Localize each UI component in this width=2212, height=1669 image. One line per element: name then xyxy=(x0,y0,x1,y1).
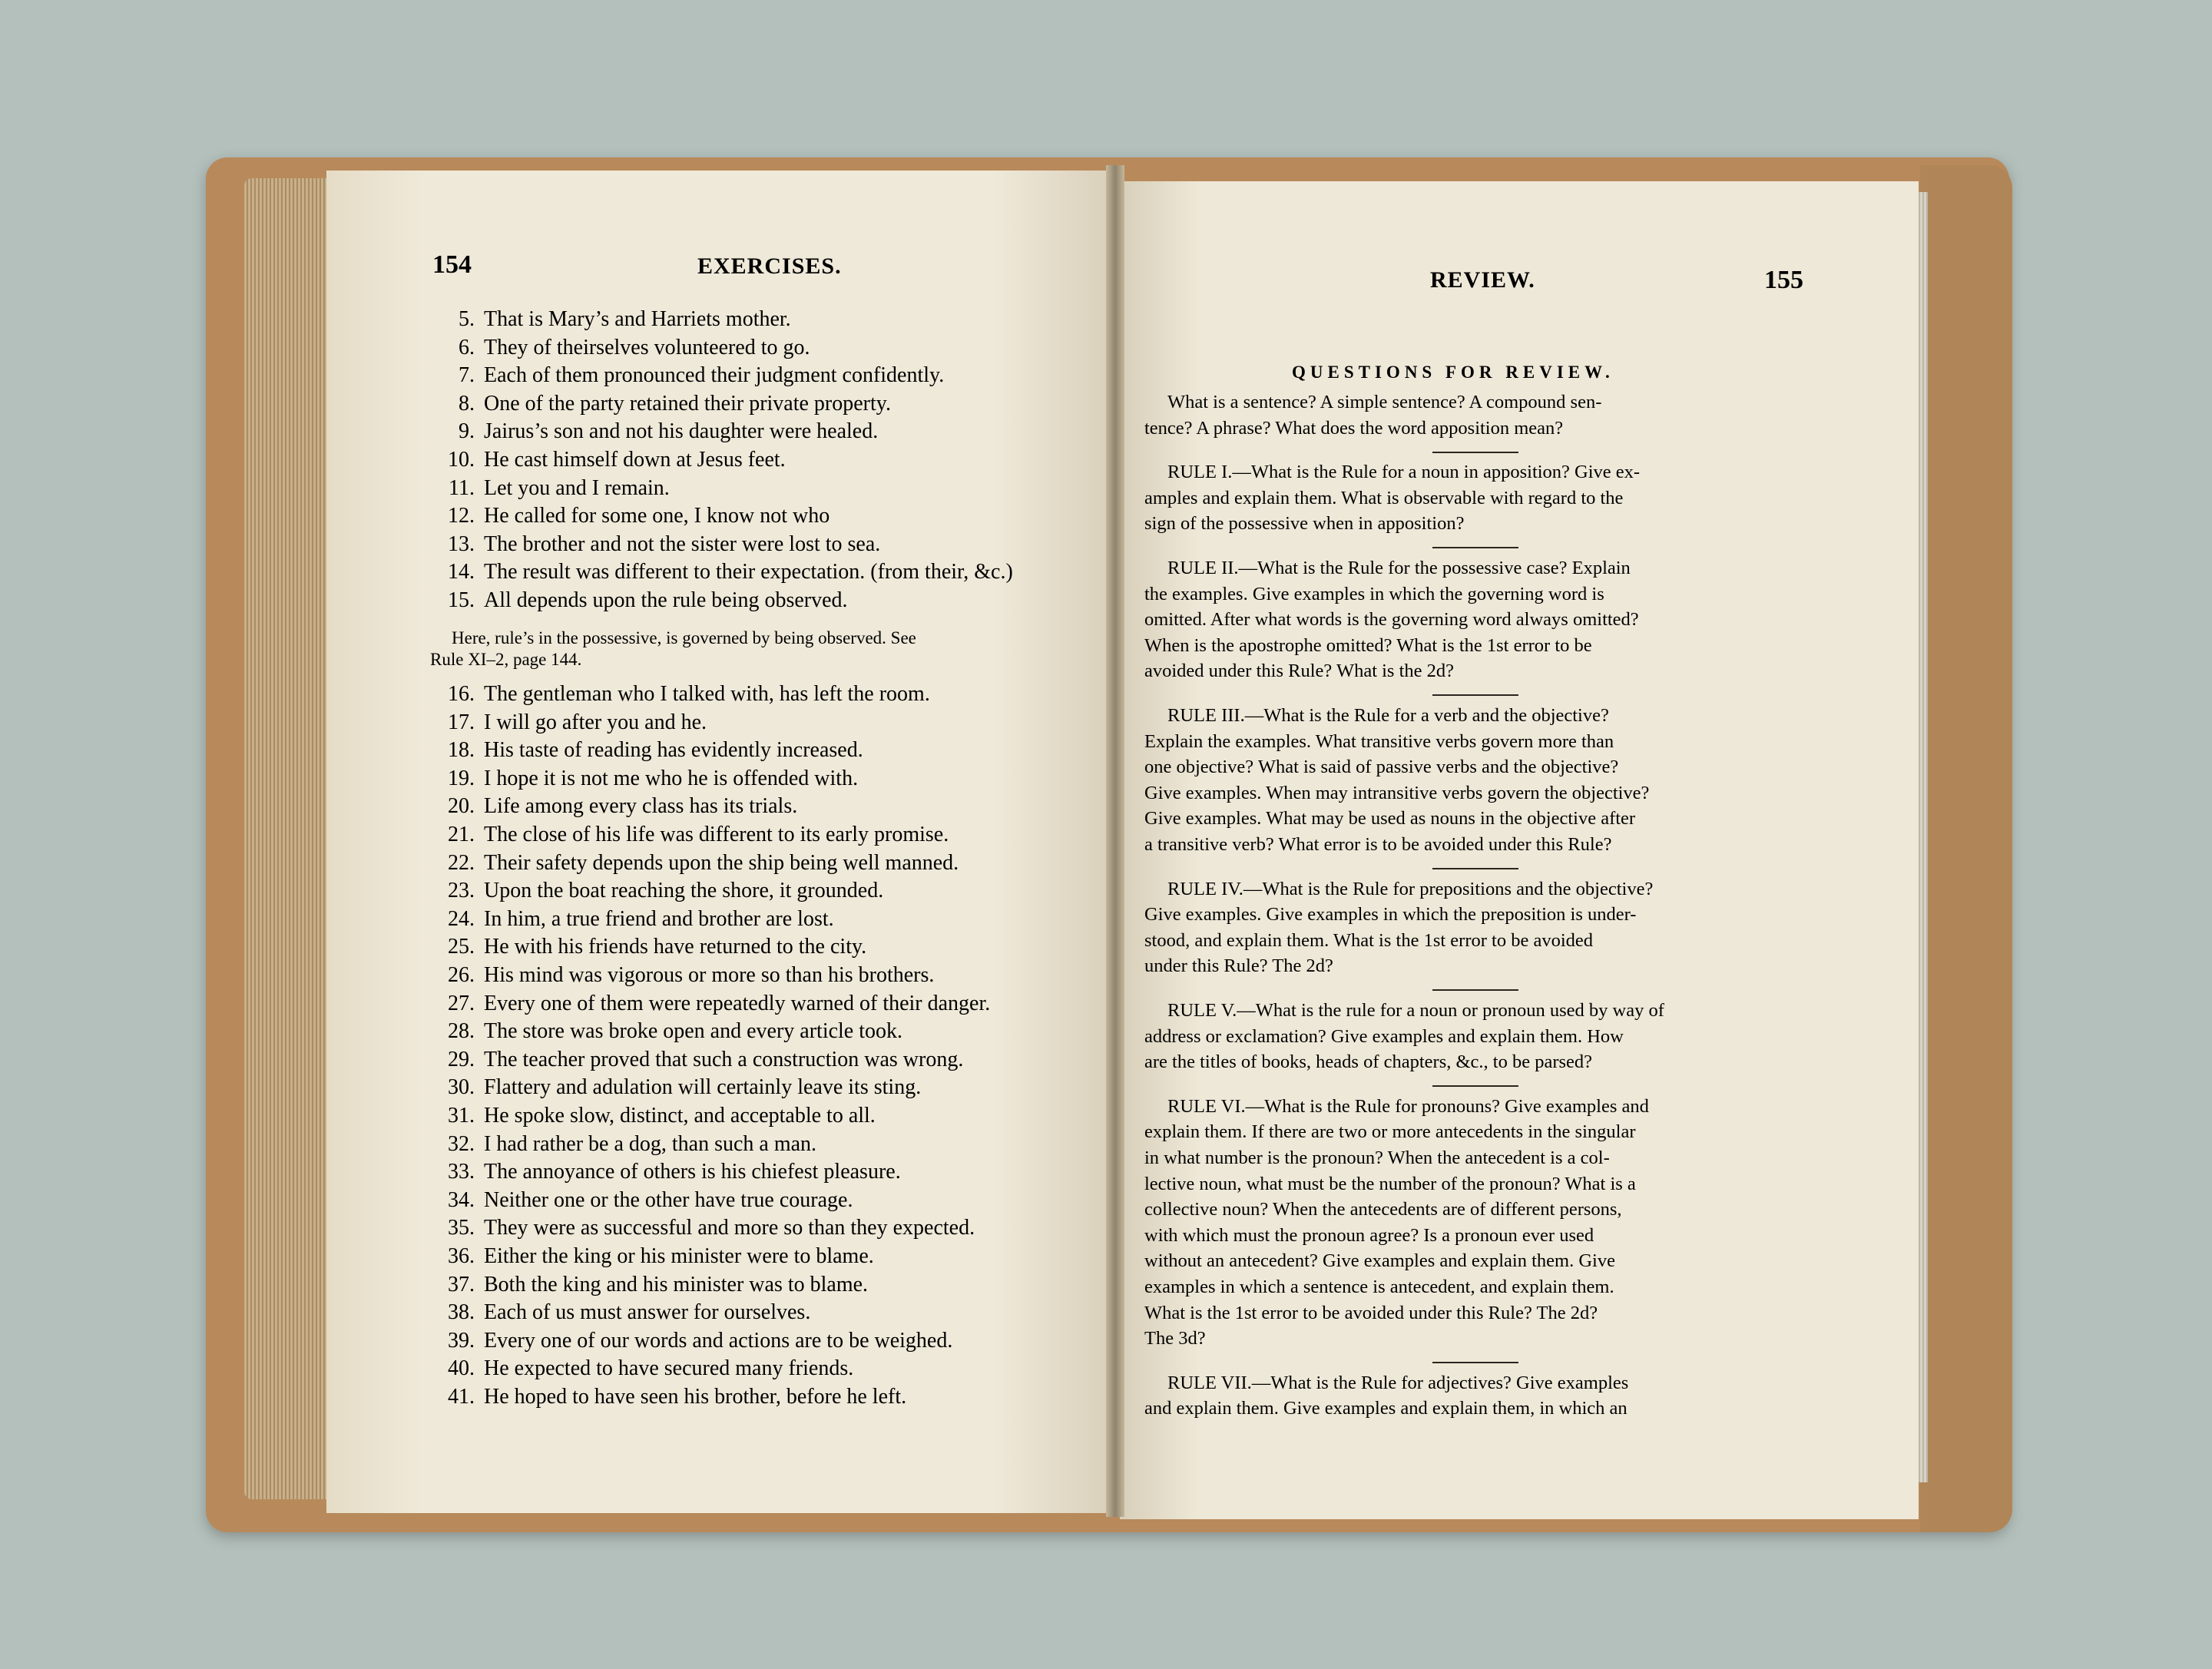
exercise-number: 27. xyxy=(448,991,475,1015)
review-question-line: Give examples. When may intransitive verbs govern the objective? xyxy=(1144,782,1650,803)
exercise-number: 35. xyxy=(448,1216,475,1240)
exercise-text: The result was different to their expectation. (from their, &c.) xyxy=(484,560,1013,584)
exercise-text: Each of us must answer for ourselves. xyxy=(484,1300,811,1325)
exercise-number: 25. xyxy=(448,935,475,959)
exercise-text: Their safety depends upon the ship being well manned. xyxy=(484,850,959,875)
exercise-item xyxy=(430,710,707,735)
exercise-text: One of the party retained their private property. xyxy=(484,391,891,416)
exercise-item xyxy=(430,963,934,988)
exercise-item xyxy=(430,1019,902,1044)
review-question-line: The 3d? xyxy=(1144,1328,1206,1349)
exercise-item xyxy=(430,1075,921,1100)
exercise-item xyxy=(430,794,797,819)
exercise-text: All depends upon the rule being observed. xyxy=(484,588,848,612)
exercise-item xyxy=(430,1244,874,1269)
exercise-text: He with his friends have returned to the city. xyxy=(484,935,867,959)
exercise-item xyxy=(430,992,990,1016)
exercise-item xyxy=(430,851,959,876)
book-cover-right-edge xyxy=(1920,165,2012,1532)
section-divider xyxy=(1432,989,1518,991)
left-page-header: EXERCISES. xyxy=(697,253,842,279)
exercise-number: 29. xyxy=(448,1047,475,1071)
exercise-number: 21. xyxy=(448,823,475,846)
exercise-number: 33. xyxy=(448,1160,475,1184)
exercise-number: 23. xyxy=(448,879,475,903)
exercise-number: 19. xyxy=(448,766,475,790)
review-question-line: Explain the examples. What transitive verbs govern more than xyxy=(1144,730,1614,752)
exercise-number: 36. xyxy=(448,1244,475,1268)
exercise-number: 22. xyxy=(448,850,475,875)
exercise-number: 11. xyxy=(449,475,475,500)
exercise-text: Upon the boat reaching the shore, it grounded. xyxy=(484,879,884,903)
exercise-number: 30. xyxy=(448,1075,475,1100)
exercise-item xyxy=(430,1104,876,1128)
book-gutter xyxy=(1106,165,1124,1517)
right-page-number: 155 xyxy=(1764,266,1803,294)
exercise-item xyxy=(430,1188,853,1213)
section-divider xyxy=(1432,694,1518,696)
exercise-text: The store was broke open and every article took. xyxy=(484,1019,903,1044)
exercise-text: Every one of them were repeatedly warned of their danger. xyxy=(484,991,991,1015)
review-question-line: examples in which a sentence is antecedent, and explain them. xyxy=(1144,1277,1614,1297)
exercise-text: Let you and I remain. xyxy=(484,475,670,500)
exercise-number: 31. xyxy=(448,1104,475,1128)
exercise-text: I had rather be a dog, than such a man. xyxy=(484,1131,817,1156)
exercise-number: 34. xyxy=(448,1187,475,1212)
exercise-text: The brother and not the sister were lost to sea. xyxy=(484,531,881,556)
exercise-text: In him, a true friend and brother are lost. xyxy=(484,906,834,931)
exercise-number: 26. xyxy=(448,963,475,987)
exercise-text: He spoke slow, distinct, and acceptable to all. xyxy=(484,1104,876,1128)
rule-question-start: RULE IV.—What is the Rule for prepositions and the objective? xyxy=(1167,878,1654,899)
review-question-line: the examples. Give examples in which the governing word is xyxy=(1144,583,1604,604)
exercise-number: 14. xyxy=(448,560,475,584)
review-question-line: without an antecedent? Give examples and explain them. Give xyxy=(1144,1250,1615,1272)
review-question-line: a transitive verb? What error is to be avoided under this Rule? xyxy=(1144,834,1612,855)
review-question-line: What is a sentence? A simple sentence? A compound sen- xyxy=(1167,392,1602,412)
exercise-text: Each of them pronounced their judgment confidently. xyxy=(484,363,945,388)
exercise-item xyxy=(430,1132,816,1157)
exercise-item xyxy=(430,1329,952,1353)
section-divider xyxy=(1432,1362,1518,1363)
review-question-line: in what number is the pronoun? When the antecedent is a col- xyxy=(1144,1147,1610,1168)
exercise-text: Either the king or his minister were to blame. xyxy=(484,1244,874,1268)
review-question-line: stood, and explain them. What is the 1st error to be avoided xyxy=(1144,929,1594,951)
exercise-text: The teacher proved that such a construction was wrong. xyxy=(484,1047,964,1071)
exercise-number: 39. xyxy=(448,1328,475,1353)
review-title: QUESTIONS FOR REVIEW. xyxy=(1292,363,1614,382)
exercise-item xyxy=(430,560,1013,584)
rule-question-start: RULE I.—What is the Rule for a noun in apposition? Give ex- xyxy=(1167,462,1641,483)
review-question-line: with which must the pronoun agree? Is a pronoun ever used xyxy=(1144,1224,1594,1246)
review-question-line: one objective? What is said of passive verbs and the objective? xyxy=(1144,757,1619,778)
exercise-item xyxy=(430,1300,810,1325)
exercise-number: 24. xyxy=(448,906,475,931)
right-page-header: REVIEW. xyxy=(1430,267,1535,293)
exercise-number: 13. xyxy=(448,531,475,556)
exercise-number: 40. xyxy=(448,1356,475,1381)
section-divider xyxy=(1432,1085,1518,1087)
exercise-item xyxy=(430,419,878,444)
exercise-item xyxy=(430,504,830,528)
exercise-text: The annoyance of others is his chiefest pleasure. xyxy=(484,1160,901,1184)
exercise-item xyxy=(430,1385,906,1409)
exercise-item xyxy=(430,532,880,557)
exercise-number: 12. xyxy=(448,504,475,528)
exercise-text: He expected to have secured many friends. xyxy=(484,1356,854,1381)
exercise-text: Life among every class has its trials. xyxy=(484,794,798,819)
review-question-line: under this Rule? The 2d? xyxy=(1144,955,1333,977)
exercise-item xyxy=(430,738,863,763)
exercise-item xyxy=(430,392,891,416)
exercise-number: 9. xyxy=(459,419,475,444)
exercise-number: 16. xyxy=(448,682,475,706)
review-question-line: explain them. If there are two or more antecedents in the singular xyxy=(1144,1121,1636,1143)
rule-question-start: RULE III.—What is the Rule for a verb and the objective? xyxy=(1167,705,1609,726)
exercise-text: They were as successful and more so than they expected. xyxy=(484,1216,975,1240)
exercise-text: The close of his life was different to its early promise. xyxy=(484,823,949,846)
exercise-text: Jairus’s son and not his daughter were healed. xyxy=(484,419,879,444)
exercise-number: 20. xyxy=(448,794,475,819)
exercise-item xyxy=(430,336,810,360)
exercise-item xyxy=(430,935,866,959)
review-question-line: and explain them. Give examples and explain them, in which an xyxy=(1144,1398,1628,1419)
exercise-item xyxy=(430,1216,975,1240)
exercise-number: 7. xyxy=(459,363,475,388)
section-divider xyxy=(1432,452,1518,453)
page-edges-left xyxy=(244,178,335,1499)
exercise-number: 5. xyxy=(459,307,475,331)
rule-question-start: RULE II.—What is the Rule for the possessive case? Explain xyxy=(1167,558,1631,578)
section-divider xyxy=(1432,868,1518,869)
review-question-line: tence? A phrase? What does the word apposition mean? xyxy=(1144,417,1564,439)
exercise-number: 18. xyxy=(448,738,475,763)
exercise-number: 8. xyxy=(459,391,475,416)
exercise-text: His taste of reading has evidently increased. xyxy=(484,738,863,763)
review-question-line: are the titles of books, heads of chapters, &c., to be parsed? xyxy=(1144,1051,1593,1073)
left-page-number: 154 xyxy=(432,250,472,279)
exercise-number: 37. xyxy=(448,1272,475,1296)
exercise-number: 28. xyxy=(448,1019,475,1044)
review-question-line: avoided under this Rule? What is the 2d? xyxy=(1144,661,1455,682)
exercise-item xyxy=(430,307,791,332)
exercise-item xyxy=(430,907,834,932)
exercise-text: Flattery and adulation will certainly leave its sting. xyxy=(484,1075,922,1100)
exercise-item xyxy=(430,588,848,613)
exercise-item xyxy=(430,879,883,903)
review-question-line: amples and explain them. What is observable with regard to the xyxy=(1144,487,1624,508)
exercise-number: 10. xyxy=(448,448,475,472)
exercise-item xyxy=(430,682,930,707)
note-line-1: Here, rule’s in the possessive, is governed by being observed. See xyxy=(452,628,916,647)
exercise-text: Neither one or the other have true courage. xyxy=(484,1187,853,1212)
exercise-text: He cast himself down at Jesus feet. xyxy=(484,448,786,472)
exercise-text: I will go after you and he. xyxy=(484,710,707,734)
section-divider xyxy=(1432,547,1518,548)
exercise-number: 38. xyxy=(448,1300,475,1325)
exercise-item xyxy=(430,1048,963,1072)
exercise-text: The gentleman who I talked with, has left the room. xyxy=(484,682,930,706)
exercise-text: I hope it is not me who he is offended with. xyxy=(484,766,859,790)
exercise-item xyxy=(430,448,786,472)
exercise-text: They of theirselves volunteered to go. xyxy=(484,335,810,359)
rule-question-start: RULE V.—What is the rule for a noun or pronoun used by way of xyxy=(1167,1000,1664,1021)
exercise-text: He hoped to have seen his brother, before he left. xyxy=(484,1385,907,1409)
exercise-number: 17. xyxy=(448,710,475,734)
review-question-line: What is the 1st error to be avoided under this Rule? The 2d? xyxy=(1144,1302,1598,1323)
exercise-item xyxy=(430,363,944,388)
exercise-item xyxy=(430,1356,853,1381)
review-question-line: Give examples. What may be used as nouns in the objective after xyxy=(1144,808,1636,830)
exercise-text: That is Mary’s and Harriets mother. xyxy=(484,307,791,331)
exercise-number: 32. xyxy=(448,1131,475,1156)
exercise-text: Every one of our words and actions are to be weighed. xyxy=(484,1328,953,1353)
review-question-line: When is the apostrophe omitted? What is the 1st error to be xyxy=(1144,634,1592,656)
review-question-line: address or exclamation? Give examples and explain them. How xyxy=(1144,1025,1624,1047)
exercise-number: 15. xyxy=(448,588,475,612)
exercise-item xyxy=(430,476,670,501)
rule-question-start: RULE VI.—What is the Rule for pronouns? Give examples and xyxy=(1167,1095,1649,1117)
exercise-item xyxy=(430,767,858,791)
exercise-item xyxy=(430,1160,901,1184)
exercise-text: He called for some one, I know not who xyxy=(484,504,830,528)
exercise-text: Both the king and his minister was to blame. xyxy=(484,1272,869,1296)
rule-question-start: RULE VII.—What is the Rule for adjectives? Give examples xyxy=(1167,1372,1629,1393)
exercise-number: 41. xyxy=(448,1385,475,1409)
exercise-number: 6. xyxy=(459,335,475,359)
review-question-line: sign of the possessive when in apposition? xyxy=(1144,513,1465,535)
exercise-text: His mind was vigorous or more so than his brothers. xyxy=(484,963,935,987)
note-line-2: Rule XI–2, page 144. xyxy=(430,650,582,669)
exercise-item xyxy=(430,1273,868,1297)
review-question-line: collective noun? When the antecedents are of different persons, xyxy=(1144,1199,1622,1220)
review-question-line: lective noun, what must be the number of the pronoun? What is a xyxy=(1144,1173,1636,1194)
review-question-line: omitted. After what words is the governing word always omitted? xyxy=(1144,609,1639,631)
exercise-item xyxy=(430,823,949,847)
review-question-line: Give examples. Give examples in which the preposition is under- xyxy=(1144,904,1637,926)
